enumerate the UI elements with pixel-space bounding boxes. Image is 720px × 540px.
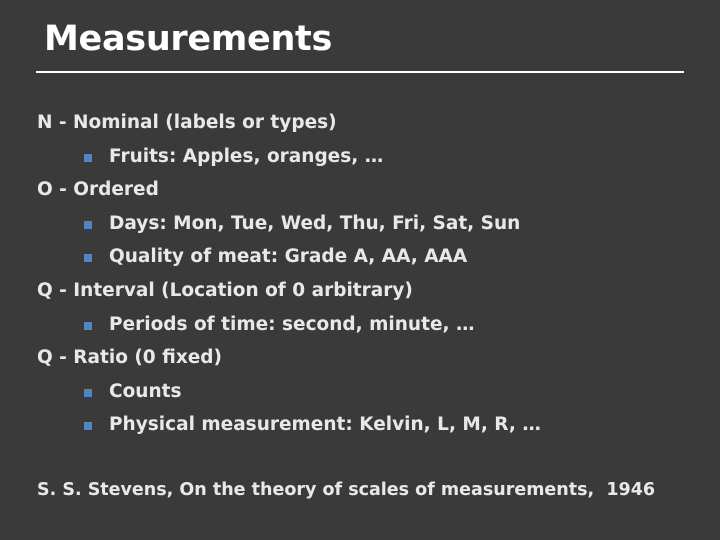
list-item-text: Counts (109, 380, 182, 402)
list-item-text: Fruits: Apples, oranges, … (109, 145, 384, 167)
list-item-text: Days: Mon, Tue, Wed, Thu, Fri, Sat, Sun (109, 212, 521, 234)
list-item-nominal: N - Nominal (labels or types) (37, 112, 337, 133)
list-item-periods (37, 310, 697, 344)
list-item-physical (37, 410, 697, 444)
list-item-meat-quality (37, 242, 697, 276)
square-bullet-icon (84, 322, 92, 330)
square-bullet-icon (84, 154, 92, 162)
square-bullet-icon (84, 389, 92, 397)
list-item-text: Quality of meat: Grade A, AA, AAA (109, 246, 468, 268)
list-item-text: Physical measurement: Kelvin, L, M, R, … (109, 414, 541, 436)
citation: S. S. Stevens, On the theory of scales of measurements, 1946 (37, 480, 656, 500)
list-item-counts (37, 377, 697, 411)
list-item-fruits (37, 142, 697, 176)
square-bullet-icon (84, 221, 92, 229)
slide-title: Measurements (44, 19, 333, 59)
list-item-days (37, 209, 697, 243)
list-item-ratio: Q - Ratio (0 fixed) (37, 347, 223, 369)
square-bullet-icon (84, 422, 92, 430)
list-item-text: Periods of time: second, minute, … (109, 313, 475, 335)
square-bullet-icon (84, 254, 92, 262)
list-item-ordered: O - Ordered (37, 179, 159, 201)
title-divider (36, 71, 684, 73)
list-item-interval: Q - Interval (Location of 0 arbitrary) (37, 279, 413, 301)
bullet-list (37, 108, 697, 444)
